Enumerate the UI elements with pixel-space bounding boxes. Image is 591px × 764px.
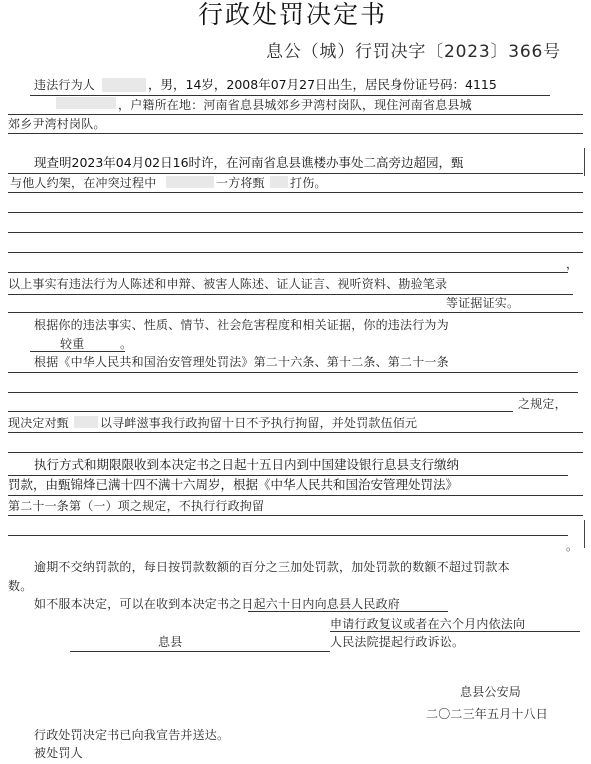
party-line2: ，户籍所在地：河南省息县城郊乡尹湾村岗队，现住河南省息县城	[118, 98, 472, 112]
comma: ，	[566, 257, 579, 271]
underline	[8, 114, 583, 115]
underline	[8, 432, 583, 433]
underline	[8, 535, 568, 536]
party-line1: ，男，14岁，2008年07月27日出生，居民身份证号码：4115	[148, 77, 497, 92]
redacted-name	[270, 176, 288, 188]
underline	[8, 312, 583, 313]
redacted-id	[56, 97, 116, 109]
underline	[8, 372, 578, 373]
notice-line5: 人民法院提起行政诉讼。	[330, 635, 465, 649]
execution-line2: 罚款，由甄锦烽已满十四不满十六周岁，根据《中华人民共和国治安管理处罚法》	[8, 477, 459, 492]
underline	[30, 95, 550, 96]
redacted-name	[74, 416, 98, 428]
severity-line1: 根据你的违法事实、性质、情节、社会危害程度和相关证据，你的违法行为为	[34, 318, 449, 332]
underline	[8, 411, 513, 412]
severity-value: 较重	[60, 337, 85, 351]
box-edge	[584, 148, 585, 176]
recipient-label: 被处罚人	[34, 746, 83, 760]
facts-line1: 现查明2023年04月02日16时许，在河南省息县谯楼办事处二高旁边超园，甄	[34, 155, 464, 170]
party-label: 违法行为人	[34, 78, 96, 92]
underline	[248, 611, 448, 612]
evidence-line1: 以上事实有违法行为人陈述和申辩、被害人陈述、证人证言、视听资料、勘验笔录	[8, 277, 448, 291]
basis-line1: 根据《中华人民共和国治安管理处罚法》第二十六条、第十二条、第二十一条	[34, 355, 449, 369]
court-name: 息县	[158, 635, 183, 649]
underline	[8, 133, 583, 134]
facts-line2b: 一方将甄	[216, 176, 265, 190]
underline	[8, 192, 583, 193]
underline	[8, 515, 583, 516]
underline	[330, 631, 580, 632]
document-title: 行政处罚决定书	[198, 0, 388, 29]
underline	[8, 232, 583, 233]
notice-line4: 申请行政复议或者在六个月内依法向	[330, 617, 526, 631]
issue-date: 二〇二三年五月十八日	[426, 707, 549, 721]
execution-line1: 执行方式和期限限收到本决定书之日起十五日内到中国建设银行息县支行缴纳	[34, 457, 460, 472]
underline	[8, 495, 583, 496]
service-statement: 行政处罚决定书已向我宣告并送达。	[34, 728, 230, 742]
execution-period: 。	[566, 539, 579, 553]
evidence-line2: 等证据证实。	[446, 296, 520, 310]
redacted-name	[166, 176, 214, 188]
decision-prefix: 现决定对甄	[8, 416, 70, 430]
underline	[8, 252, 583, 253]
underline	[8, 452, 583, 453]
box-edge	[584, 520, 585, 548]
notice-line2: 数。	[8, 579, 33, 593]
underline	[70, 651, 330, 652]
notice-line3: 如不服本决定，可以在收到本决定书之日起六十日内向息县人民政府	[34, 597, 401, 611]
redacted-name	[102, 78, 146, 92]
issuing-agency: 息县公安局	[460, 685, 522, 699]
facts-line2c: 打伤。	[290, 176, 327, 190]
underline	[8, 392, 578, 393]
party-line3: 郊乡尹湾村岗队。	[8, 117, 106, 131]
notice-line1: 逾期不交纳罚款的，每日按罚款数额的百分之三加处罚款，加处罚款的数额不超过罚款本	[34, 560, 510, 574]
decision-text: 以寻衅滋事我行政拘留十日不予执行拘留，并处罚款伍佰元	[100, 416, 418, 430]
severity-period: 。	[120, 337, 133, 351]
underline	[8, 475, 568, 476]
execution-line3: 第二十一条第（一）项之规定，不执行行政拘留	[8, 499, 265, 513]
document-number: 息公（城）行罚决字〔2023〕366号	[266, 42, 561, 62]
underline	[8, 294, 573, 295]
facts-line2: 与他人约架，在冲突过程中	[10, 176, 157, 190]
underline	[8, 212, 583, 213]
underline	[8, 173, 583, 174]
basis-tail: 之规定，	[518, 397, 567, 411]
underline	[30, 351, 125, 352]
underline	[8, 272, 568, 273]
